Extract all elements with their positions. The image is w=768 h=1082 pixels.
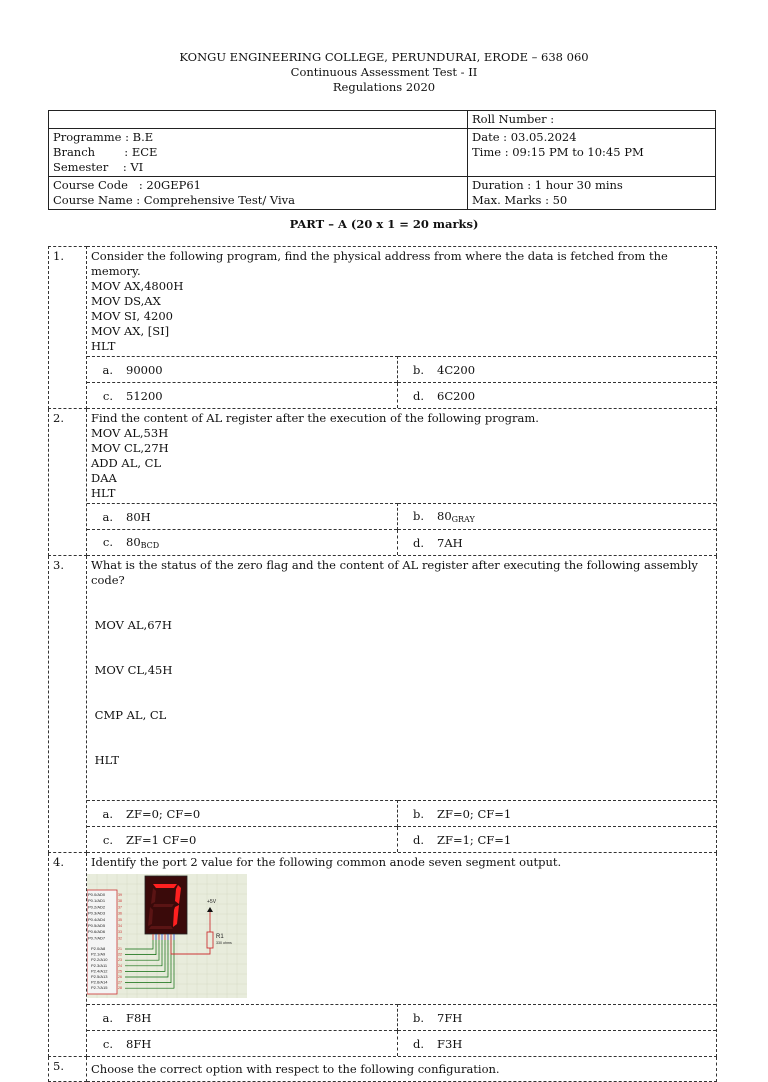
max-marks: Max. Marks : 50: [472, 193, 568, 207]
question-number: 2.: [49, 409, 87, 556]
code-line: MOV AL,53H: [91, 426, 169, 440]
seven-segment-circuit: [87, 874, 247, 998]
port2-pin-number: 28: [118, 986, 122, 991]
option-letter: b.: [412, 509, 424, 523]
port0-pin-label: P0.2/AD2: [88, 904, 106, 910]
option-d: [398, 1031, 717, 1057]
option-subscript: GRAY: [451, 515, 475, 524]
question-row: [49, 247, 717, 409]
option-text: ZF=0; CF=1: [437, 806, 512, 821]
course-code: Course Code : 20GEP61: [53, 178, 201, 192]
regulations: Regulations 2020: [332, 80, 436, 94]
question-body: [87, 247, 717, 409]
option-letter: d.: [412, 832, 424, 847]
code-line: DAA: [91, 471, 117, 485]
date-time-cell: [468, 129, 716, 177]
question-body: [87, 556, 717, 853]
option-b: [398, 801, 717, 827]
code-line: MOV CL,45H: [91, 663, 173, 677]
port0-pin-number: 32: [118, 936, 122, 941]
port2-pin-label: P2.0/A8: [91, 946, 106, 951]
option-letter: a.: [102, 1010, 113, 1025]
part-a-heading: PART – A (20 x 1 = 20 marks): [289, 217, 479, 231]
port0-pin-number: 36: [118, 911, 122, 916]
options-grid: [87, 356, 716, 408]
question-text: What is the status of the zero flag and the content of AL register after executing the following assembly code?: [91, 558, 698, 587]
port0-pin-label: P0.0/AD0: [88, 892, 106, 897]
option-letter: c.: [102, 832, 113, 847]
option-text: F8H: [126, 1010, 152, 1025]
port0-pin-number: 34: [118, 924, 122, 928]
option-text: F3H: [437, 1036, 463, 1051]
port2-pin-label: P2.5/A13: [91, 974, 108, 979]
code-line: MOV AX, [SI]: [91, 324, 170, 338]
option-letter: a.: [102, 806, 113, 821]
code-line: MOV SI, 4200: [91, 309, 173, 323]
test-name: Continuous Assessment Test - II: [290, 65, 478, 79]
code-block: [91, 279, 714, 354]
options-grid: [87, 503, 716, 555]
question-row: [49, 853, 717, 1057]
port0-pin-label: P0.1/AD1: [88, 898, 106, 904]
port2-pin-label: P2.1/A9: [91, 951, 106, 957]
option-letter: b.: [412, 1010, 424, 1025]
port2-pin-label: P2.6/A14: [91, 979, 108, 985]
exam-date: Date : 03.05.2024: [472, 130, 577, 144]
option-letter: d.: [412, 1036, 424, 1051]
option-d: [398, 827, 717, 853]
option-c: [87, 827, 398, 853]
segment-g: [153, 904, 174, 907]
resistor-value: 330 ohms: [216, 941, 232, 945]
option-text: 8FH: [126, 1036, 152, 1051]
port0-pin-label: P0.6/AD6: [88, 929, 106, 935]
question-number: 4.: [49, 853, 87, 1057]
code-line: MOV DS,AX: [91, 294, 161, 308]
option-b: [398, 1005, 717, 1031]
option-letter: c.: [102, 388, 113, 403]
exam-info-table: [48, 110, 716, 210]
port0-pin-number: 37: [118, 905, 122, 910]
option-subscript: BCD: [140, 541, 160, 550]
port2-pin-label: P2.3/A11: [91, 962, 108, 968]
blank-cell: [49, 111, 468, 129]
code-line: MOV AX,4800H: [91, 279, 184, 293]
code-line: CMP AL, CL: [91, 708, 167, 722]
question-number: 1.: [49, 247, 87, 409]
option-a: [87, 1005, 398, 1031]
course-name: Course Name : Comprehensive Test/ Viva: [53, 193, 296, 207]
option-a: [87, 801, 398, 827]
option-text: 7FH: [437, 1010, 463, 1025]
port2-pin-number: 27: [118, 980, 122, 985]
port2-pin-number: 25: [118, 969, 122, 974]
circuit-figure: [87, 870, 716, 1004]
exam-time: Time : 09:15 PM to 10:45 PM: [472, 145, 644, 159]
question-text: Identify the port 2 value for the following common anode seven segment output.: [91, 855, 562, 869]
port0-pin-number: 38: [118, 899, 122, 904]
port2-pin-number: 21: [118, 947, 122, 951]
option-text: 4C200: [437, 362, 476, 377]
port2-pin-number: 24: [118, 963, 122, 968]
option-letter: b.: [412, 806, 424, 821]
code-line: MOV CL,27H: [91, 441, 169, 455]
duration: Duration : 1 hour 30 mins: [472, 178, 623, 192]
question-row: [49, 1057, 717, 1082]
options-grid: [87, 800, 716, 852]
option-letter: d.: [412, 388, 424, 403]
port0-pin-label: P0.3/AD3: [88, 910, 106, 916]
code-block: [91, 426, 714, 501]
question-row: [49, 409, 717, 556]
code-block: [91, 588, 714, 798]
port0-pin-number: 33: [118, 930, 122, 935]
question-row: [49, 556, 717, 853]
option-text: 7AH: [437, 535, 463, 550]
option-letter: b.: [412, 362, 424, 377]
option-b: [398, 357, 717, 383]
port2-pin-number: 26: [118, 975, 122, 979]
questions-table: [48, 246, 717, 1082]
options-grid: [87, 1004, 716, 1056]
option-text: 6C200: [437, 388, 476, 403]
code-line: HLT: [91, 486, 116, 500]
question-text: Find the content of AL register after the execution of the following program.: [91, 411, 539, 425]
semester: Semester : VI: [53, 160, 144, 174]
option-letter: d.: [412, 535, 424, 550]
question-body: [87, 853, 717, 1057]
option-text: 51200: [126, 388, 163, 403]
option-text: ZF=1; CF=1: [437, 832, 512, 847]
option-c: [87, 530, 398, 556]
question-number: 3.: [49, 556, 87, 853]
question-body: [87, 409, 717, 556]
option-letter: c.: [102, 1036, 113, 1051]
roll-number: Roll Number :: [468, 111, 716, 129]
question-number: 5.: [49, 1057, 87, 1082]
option-letter: a.: [102, 509, 113, 524]
option-text: 90000: [126, 362, 163, 377]
code-line: MOV AL,67H: [91, 618, 172, 632]
option-text: 80: [437, 509, 452, 523]
supply-label: +5V: [207, 899, 217, 905]
resistor-r1: [207, 932, 213, 948]
programme-cell: [49, 129, 468, 177]
port2-pin-label: P2.4/A12: [91, 968, 108, 974]
option-a: [87, 357, 398, 383]
code-line: HLT: [91, 753, 120, 767]
question-text: Choose the correct option with respect to the following configuration.: [91, 1062, 500, 1076]
resistor-label: R1: [216, 934, 224, 940]
code-line: ADD AL, CL: [91, 456, 162, 470]
option-text: 80H: [126, 509, 151, 524]
port2-pin-number: 23: [118, 958, 122, 963]
port0-pin-label: P0.7/AD7: [88, 935, 106, 941]
duration-cell: [468, 177, 716, 210]
option-b: [398, 504, 717, 530]
option-text: ZF=1 CF=0: [126, 832, 197, 847]
option-text: ZF=0; CF=0: [126, 806, 201, 821]
port0-pin-number: 35: [118, 917, 122, 922]
option-a: [87, 504, 398, 530]
port0-pin-number: 39: [118, 893, 122, 897]
option-text: 80: [126, 535, 141, 549]
port0-pin-label: P0.4/AD4: [88, 916, 106, 922]
port0-pin-label: P0.5/AD5: [88, 923, 106, 928]
option-letter: c.: [102, 535, 113, 549]
course-cell: [49, 177, 468, 210]
option-letter: a.: [102, 362, 113, 377]
option-d: [398, 383, 717, 409]
port2-pin-label: P2.2/A10: [91, 957, 108, 963]
code-line: HLT: [91, 339, 116, 353]
programme: Programme : B.E: [53, 130, 154, 144]
option-c: [87, 1031, 398, 1057]
segment-d: [149, 926, 173, 929]
display-digit: 7: [166, 925, 168, 927]
segment-a: [153, 884, 177, 888]
port2-pin-label: P2.7/A15: [91, 985, 108, 991]
question-body: [87, 1057, 717, 1082]
college-name: KONGU ENGINEERING COLLEGE, PERUNDURAI, ERODE – 638 060: [179, 50, 589, 64]
option-c: [87, 383, 398, 409]
option-d: [398, 530, 717, 556]
branch: Branch : ECE: [53, 145, 158, 159]
question-text: Consider the following program, find the physical address from where the data is fetched from the memory.: [91, 249, 668, 278]
port2-pin-number: 22: [118, 952, 122, 957]
